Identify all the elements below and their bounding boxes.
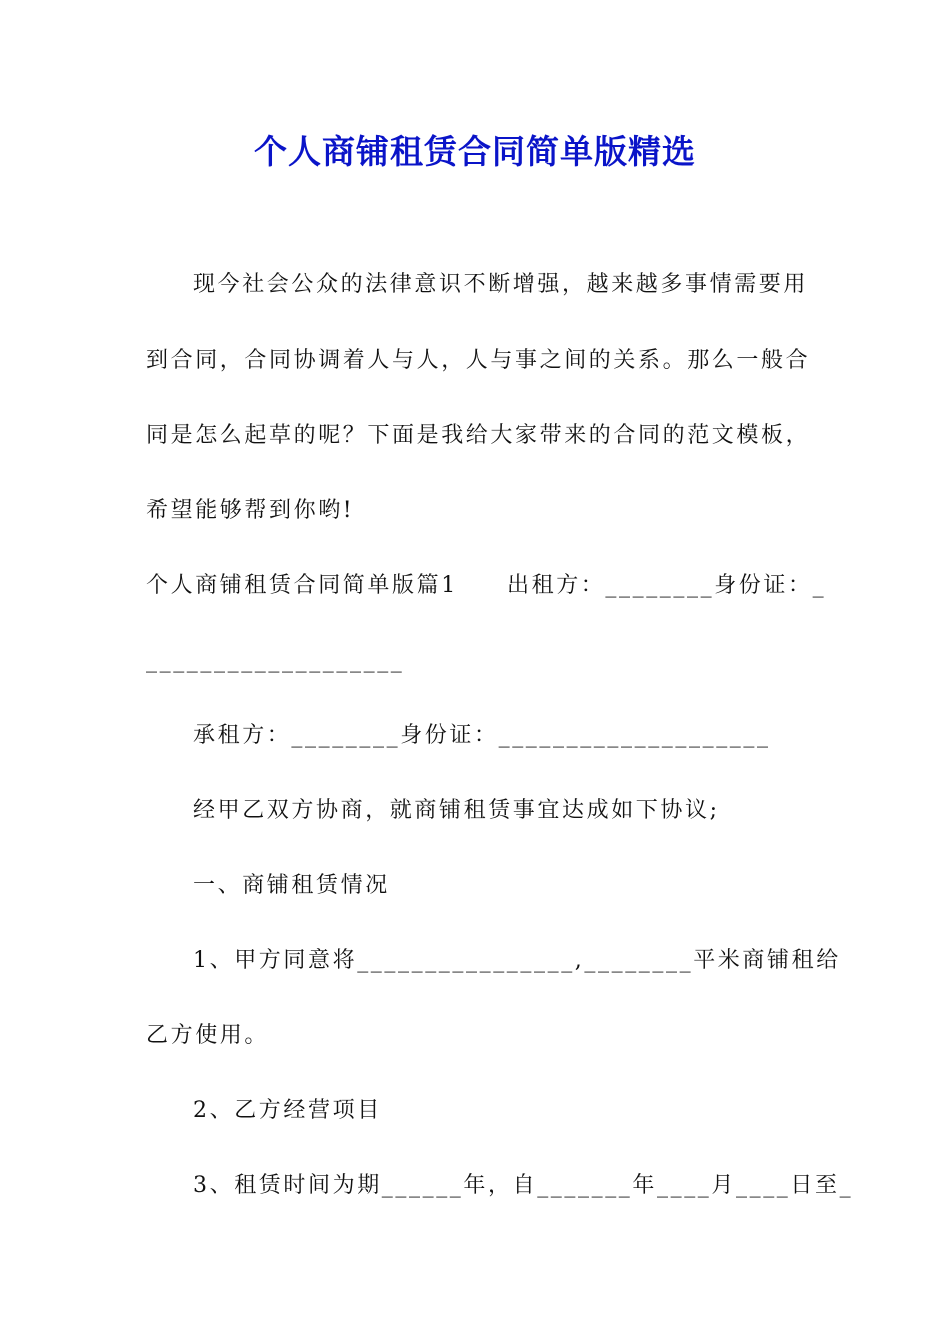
agreement-intro: 经甲乙双方协商，就商铺租赁事宜达成如下协议;	[193, 798, 720, 823]
clause-2: 2、乙方经营项目	[193, 1098, 382, 1123]
intro-line-3: 同是怎么起草的呢？下面是我给大家带来的合同的范文模板，	[146, 423, 811, 448]
contract-heading-line: 个人商铺租赁合同简单版篇1 出租方：________身份证：_	[146, 573, 827, 598]
intro-line-4: 希望能够帮到你哟!	[146, 498, 355, 523]
clause-1-line-2: 乙方使用。	[146, 1023, 270, 1048]
intro-line-1: 现今社会公众的法律意识不断增强，越来越多事情需要用	[193, 272, 809, 297]
clause-3: 3、租赁时间为期______年，自_______年____月____日至_	[193, 1173, 854, 1198]
section-1-heading: 一、商铺租赁情况	[193, 873, 390, 898]
clause-1-line-1: 1、甲方同意将________________,________平米商铺租给	[193, 948, 841, 973]
lessee-line: 承租方：________身份证：____________________	[193, 723, 771, 748]
id-blank-continuation: ___________________	[146, 648, 405, 673]
intro-line-2: 到合同，合同协调着人与人，人与事之间的关系。那么一般合	[146, 348, 811, 373]
document-title: 个人商铺租赁合同简单版精选	[254, 132, 696, 171]
